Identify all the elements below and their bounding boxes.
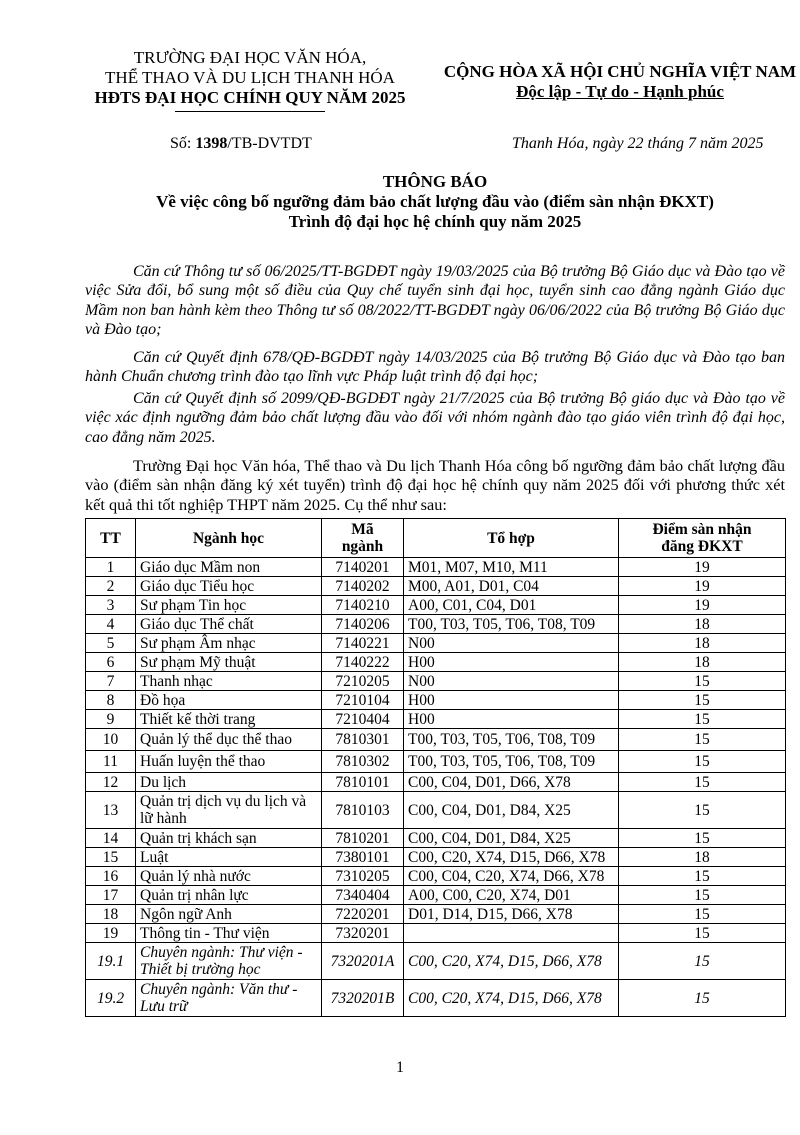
table-row — [86, 924, 786, 943]
cell-combination: C00, C20, X74, D15, D66, X78 — [404, 848, 619, 867]
cell-major: Chuyên ngành: Thư viện - Thiết bị trường học — [136, 943, 322, 980]
cell-combination: T00, T03, T05, T06, T08, T09 — [404, 615, 619, 634]
cell-code: 7810103 — [322, 792, 404, 829]
cell-code: 7140202 — [322, 577, 404, 596]
cell-tt: 15 — [86, 848, 136, 867]
cell-code: 7810301 — [322, 729, 404, 751]
cell-major: Huấn luyện thể thao — [136, 751, 322, 773]
national-motto: Độc lập - Tự do - Hạnh phúc — [516, 82, 724, 101]
cell-tt: 14 — [86, 829, 136, 848]
cell-score: 19 — [619, 577, 786, 596]
cell-tt: 5 — [86, 634, 136, 653]
cell-combination: N00 — [404, 672, 619, 691]
table-row — [86, 905, 786, 924]
cell-tt: 11 — [86, 751, 136, 773]
cell-code: 7810201 — [322, 829, 404, 848]
issuer-line-2: THỂ THAO VÀ DU LỊCH THANH HÓA — [105, 68, 395, 87]
cell-major: Giáo dục Mầm non — [136, 558, 322, 577]
issuer-block — [85, 48, 415, 112]
cell-score: 15 — [619, 980, 786, 1017]
cell-code: 7310205 — [322, 867, 404, 886]
cell-code: 7140221 — [322, 634, 404, 653]
cell-major: Thông tin - Thư viện — [136, 924, 322, 943]
table-row — [86, 558, 786, 577]
table-row — [86, 672, 786, 691]
cell-score: 18 — [619, 848, 786, 867]
cell-major: Quản trị nhân lực — [136, 886, 322, 905]
cell-tt: 6 — [86, 653, 136, 672]
cell-major: Chuyên ngành: Văn thư - Lưu trữ — [136, 980, 322, 1017]
cell-major: Luật — [136, 848, 322, 867]
cell-tt: 7 — [86, 672, 136, 691]
cell-tt: 13 — [86, 792, 136, 829]
cell-score: 15 — [619, 729, 786, 751]
cell-score: 15 — [619, 829, 786, 848]
table-row — [86, 773, 786, 792]
cell-tt: 10 — [86, 729, 136, 751]
cell-major: Du lịch — [136, 773, 322, 792]
cell-combination: H00 — [404, 691, 619, 710]
cell-major: Quản lý thể dục thể thao — [136, 729, 322, 751]
document-number-suffix: /TB-DVTDT — [227, 135, 312, 152]
table-header-row — [86, 519, 786, 558]
table-row — [86, 691, 786, 710]
cell-score: 15 — [619, 867, 786, 886]
cell-code: 7140206 — [322, 615, 404, 634]
cell-combination: H00 — [404, 653, 619, 672]
cell-score: 15 — [619, 751, 786, 773]
document-number-label: Số: — [170, 135, 192, 152]
page-title: THÔNG BÁO — [382, 172, 488, 191]
national-motto-block — [440, 62, 800, 102]
cell-tt: 19 — [86, 924, 136, 943]
table-body — [86, 558, 786, 1017]
col-header-code — [322, 519, 404, 558]
col-header-score-line2: đăng ĐKXT — [661, 538, 743, 555]
cell-score: 15 — [619, 905, 786, 924]
national-name: CỘNG HÒA XÃ HỘI CHỦ NGHĨA VIỆT NAM — [443, 62, 797, 81]
cell-code: 7210104 — [322, 691, 404, 710]
cell-tt: 8 — [86, 691, 136, 710]
col-header-code-line2: ngành — [341, 538, 384, 555]
cell-combination: M01, M07, M10, M11 — [404, 558, 619, 577]
cell-major: Thiết kế thời trang — [136, 710, 322, 729]
cell-tt: 9 — [86, 710, 136, 729]
cell-score: 19 — [619, 558, 786, 577]
cell-code: 7380101 — [322, 848, 404, 867]
cell-tt: 4 — [86, 615, 136, 634]
col-header-major: Ngành học — [136, 519, 322, 558]
cell-major: Quản trị khách sạn — [136, 829, 322, 848]
cell-code: 7210404 — [322, 710, 404, 729]
cell-tt: 16 — [86, 867, 136, 886]
page-number: 1 — [396, 1059, 404, 1076]
cell-combination: C00, C04, D01, D66, X78 — [404, 773, 619, 792]
cell-score: 15 — [619, 691, 786, 710]
cell-tt: 12 — [86, 773, 136, 792]
table-row — [86, 729, 786, 751]
cell-tt: 2 — [86, 577, 136, 596]
basis-paragraph-1: Căn cứ Thông tư số 06/2025/TT-BGDĐT ngày 19/03/2025 của Bộ trưởng Bộ Giáo dục và Đào tạo về việc Sửa đổi, bổ sung một số điều của Quy chế tuyển sinh đại học, tuyển sinh cao đẳng ngành Giáo dục Mầm non ban hành kèm theo Thông tư số 08/2022/TT-BGDĐT ngày 06/06/2022 của Bộ trưởng Bộ Giáo dục và Đào tạo; — [85, 263, 785, 339]
col-header-tt: TT — [86, 519, 136, 558]
cell-major: Sư phạm Tin học — [136, 596, 322, 615]
table-row — [86, 886, 786, 905]
table-row — [86, 943, 786, 980]
floor-score-table — [85, 518, 786, 1017]
cell-code: 7810101 — [322, 773, 404, 792]
cell-combination: N00 — [404, 634, 619, 653]
cell-code: 7320201 — [322, 924, 404, 943]
cell-score: 18 — [619, 634, 786, 653]
cell-score: 15 — [619, 792, 786, 829]
cell-tt: 19.1 — [86, 943, 136, 980]
place-date: Thanh Hóa, ngày 22 tháng 7 năm 2025 — [512, 135, 764, 152]
issuer-line-1: TRƯỜNG ĐẠI HỌC VĂN HÓA, — [133, 48, 367, 67]
cell-score: 15 — [619, 943, 786, 980]
cell-combination: C00, C04, D01, D84, X25 — [404, 792, 619, 829]
table-row — [86, 653, 786, 672]
cell-combination: C00, C04, D01, D84, X25 — [404, 829, 619, 848]
cell-combination: C00, C20, X74, D15, D66, X78 — [404, 943, 619, 980]
cell-combination — [404, 924, 619, 943]
cell-code: 7220201 — [322, 905, 404, 924]
cell-combination: T00, T03, T05, T06, T08, T09 — [404, 751, 619, 773]
cell-score: 15 — [619, 773, 786, 792]
table-row — [86, 848, 786, 867]
cell-code: 7320201B — [322, 980, 404, 1017]
cell-score: 18 — [619, 653, 786, 672]
cell-score: 19 — [619, 596, 786, 615]
cell-combination: D01, D14, D15, D66, X78 — [404, 905, 619, 924]
cell-major: Ngôn ngữ Anh — [136, 905, 322, 924]
basis-paragraph-2: Căn cứ Quyết định 678/QĐ-BGDĐT ngày 14/03/2025 của Bộ trưởng Bộ Giáo dục và Đào tạo ban hành Chuẩn chương trình đào tạo lĩnh vực Pháp luật trình độ đại học; — [85, 349, 785, 386]
cell-major: Quản lý nhà nước — [136, 867, 322, 886]
cell-major: Thanh nhạc — [136, 672, 322, 691]
subtitle-line-2: Trình độ đại học hệ chính quy năm 2025 — [288, 212, 582, 231]
table-row — [86, 615, 786, 634]
issuer-divider — [175, 111, 325, 112]
cell-tt: 19.2 — [86, 980, 136, 1017]
table-row — [86, 829, 786, 848]
cell-code: 7210205 — [322, 672, 404, 691]
cell-score: 15 — [619, 886, 786, 905]
announcement-paragraph: Trường Đại học Văn hóa, Thể thao và Du lịch Thanh Hóa công bố ngưỡng đảm bảo chất lượng đầu vào (điểm sàn nhận đăng ký xét tuyển) trình độ đại học hệ chính quy năm 2025 đối với phương thức xét kết quả thi tốt nghiệp THPT năm 2025. Cụ thể như sau: — [85, 456, 785, 514]
col-header-score — [619, 519, 786, 558]
cell-tt: 1 — [86, 558, 136, 577]
cell-combination: H00 — [404, 710, 619, 729]
cell-score: 15 — [619, 672, 786, 691]
table-row — [86, 751, 786, 773]
table-row — [86, 867, 786, 886]
cell-major: Quản trị dịch vụ du lịch và lữ hành — [136, 792, 322, 829]
cell-tt: 3 — [86, 596, 136, 615]
cell-tt: 18 — [86, 905, 136, 924]
table-row — [86, 577, 786, 596]
document-number — [170, 135, 312, 153]
cell-code: 7140222 — [322, 653, 404, 672]
issuer-line-3: HĐTS ĐẠI HỌC CHÍNH QUY NĂM 2025 — [94, 88, 406, 107]
cell-major: Đồ họa — [136, 691, 322, 710]
cell-score: 15 — [619, 924, 786, 943]
col-header-score-line1: Điểm sàn nhận — [652, 521, 752, 538]
cell-major: Sư phạm Âm nhạc — [136, 634, 322, 653]
cell-score: 18 — [619, 615, 786, 634]
cell-major: Giáo dục Thể chất — [136, 615, 322, 634]
cell-code: 7140201 — [322, 558, 404, 577]
document-number-value: 1398 — [195, 135, 228, 152]
cell-code: 7320201A — [322, 943, 404, 980]
table-row — [86, 980, 786, 1017]
cell-code: 7340404 — [322, 886, 404, 905]
cell-tt: 17 — [86, 886, 136, 905]
cell-major: Sư phạm Mỹ thuật — [136, 653, 322, 672]
title-block — [85, 172, 785, 232]
cell-combination: A00, C01, C04, D01 — [404, 596, 619, 615]
col-header-code-line1: Mã — [351, 521, 374, 538]
table-row — [86, 710, 786, 729]
table-row — [86, 792, 786, 829]
cell-combination: A00, C00, C20, X74, D01 — [404, 886, 619, 905]
subtitle-line-1: Về việc công bố ngưỡng đảm bảo chất lượng đầu vào (điểm sàn nhận ĐKXT) — [156, 192, 714, 211]
cell-combination: C00, C04, C20, X74, D66, X78 — [404, 867, 619, 886]
cell-combination: T00, T03, T05, T06, T08, T09 — [404, 729, 619, 751]
cell-major: Giáo dục Tiểu học — [136, 577, 322, 596]
cell-score: 15 — [619, 710, 786, 729]
basis-paragraph-3: Căn cứ Quyết định số 2099/QĐ-BGDĐT ngày 21/7/2025 của Bộ trưởng Bộ giáo dục và Đào tạo về việc xác định ngưỡng đảm bảo chất lượng đầu vào đối với nhóm ngành đào tạo giáo viên trình độ đại học, cao đẳng năm 2025. — [85, 390, 785, 446]
table-row — [86, 596, 786, 615]
cell-code: 7810302 — [322, 751, 404, 773]
table-row — [86, 634, 786, 653]
cell-code: 7140210 — [322, 596, 404, 615]
cell-combination: C00, C20, X74, D15, D66, X78 — [404, 980, 619, 1017]
col-header-combination: Tổ hợp — [404, 519, 619, 558]
cell-combination: M00, A01, D01, C04 — [404, 577, 619, 596]
